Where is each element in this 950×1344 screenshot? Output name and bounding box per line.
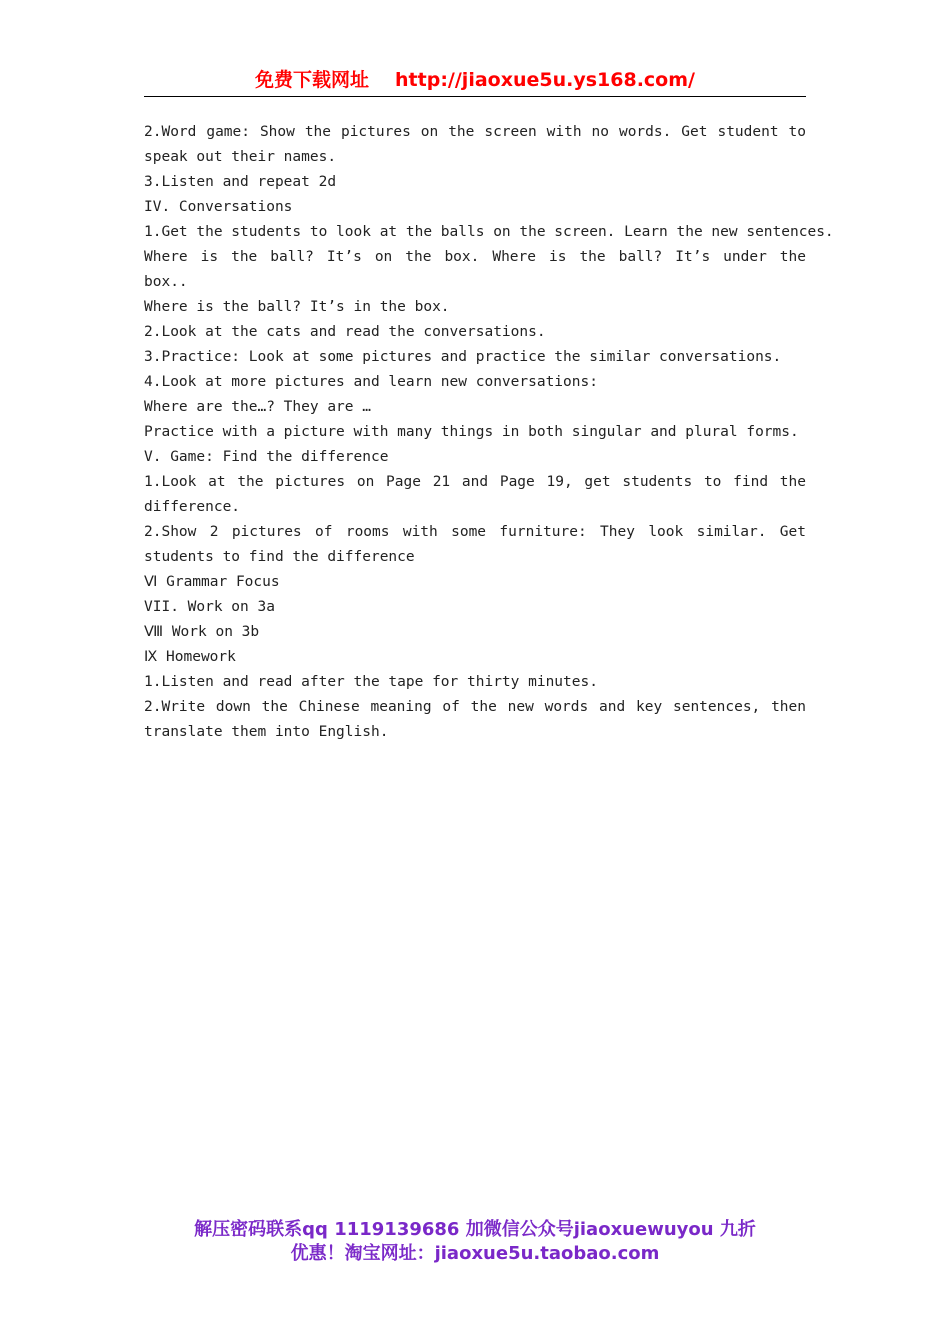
text-line: 2.Show 2 pictures of rooms with some furniture: They look similar. Get bbox=[144, 524, 806, 540]
header-label: 免费下载网址 bbox=[255, 69, 370, 91]
text-line: 1.Listen and read after the tape for thirty minutes. bbox=[144, 674, 598, 690]
header-url-link[interactable]: http://jiaoxue5u.ys168.com/ bbox=[395, 69, 695, 91]
text-line: Where is the ball? It’s in the box. bbox=[144, 299, 450, 315]
text-line: Where is the ball? It’s on the box. Where is the ball? It’s under the bbox=[144, 249, 806, 265]
text-line: 4.Look at more pictures and learn new conversations: bbox=[144, 374, 598, 390]
text-line: Practice with a picture with many things in both singular and plural forms. bbox=[144, 424, 799, 440]
text-line: box.. bbox=[144, 274, 188, 290]
text-line: Where are the…? They are … bbox=[144, 399, 371, 415]
text-line: 3.Listen and repeat 2d bbox=[144, 174, 337, 190]
text-line: V. Game: Find the difference bbox=[144, 449, 389, 465]
text-line: 1.Look at the pictures on Page 21 and Page 19, get students to find the bbox=[144, 474, 806, 490]
text-line: 2.Word game: Show the pictures on the screen with no words. Get student to bbox=[144, 124, 806, 140]
text-line: IV. Conversations bbox=[144, 199, 293, 215]
text-line: VII. Work on 3a bbox=[144, 599, 275, 615]
page-header bbox=[144, 66, 806, 97]
page-footer bbox=[100, 1218, 850, 1266]
text-line: 3.Practice: Look at some pictures and practice the similar conversations. bbox=[144, 349, 782, 365]
footer-line-2: 优惠！淘宝网址：jiaoxue5u.taobao.com bbox=[290, 1243, 660, 1264]
footer-line-1: 解压密码联系qq 1119139686 加微信公众号jiaoxuewuyou 九折 bbox=[194, 1219, 756, 1240]
text-line: Ⅵ Grammar Focus bbox=[144, 574, 280, 590]
text-line: Ⅷ Work on 3b bbox=[144, 624, 260, 640]
text-line: difference. bbox=[144, 499, 241, 515]
text-line: 1.Get the students to look at the balls on the screen. Learn the new sentences. bbox=[144, 224, 834, 240]
document-body bbox=[144, 120, 834, 745]
text-line: 2.Write down the Chinese meaning of the new words and key sentences, then bbox=[144, 699, 806, 715]
text-line: speak out their names. bbox=[144, 149, 337, 165]
text-line: Ⅸ Homework bbox=[144, 649, 236, 665]
text-line: students to find the difference bbox=[144, 549, 415, 565]
text-line: translate them into English. bbox=[144, 724, 389, 740]
text-line: 2.Look at the cats and read the conversations. bbox=[144, 324, 546, 340]
